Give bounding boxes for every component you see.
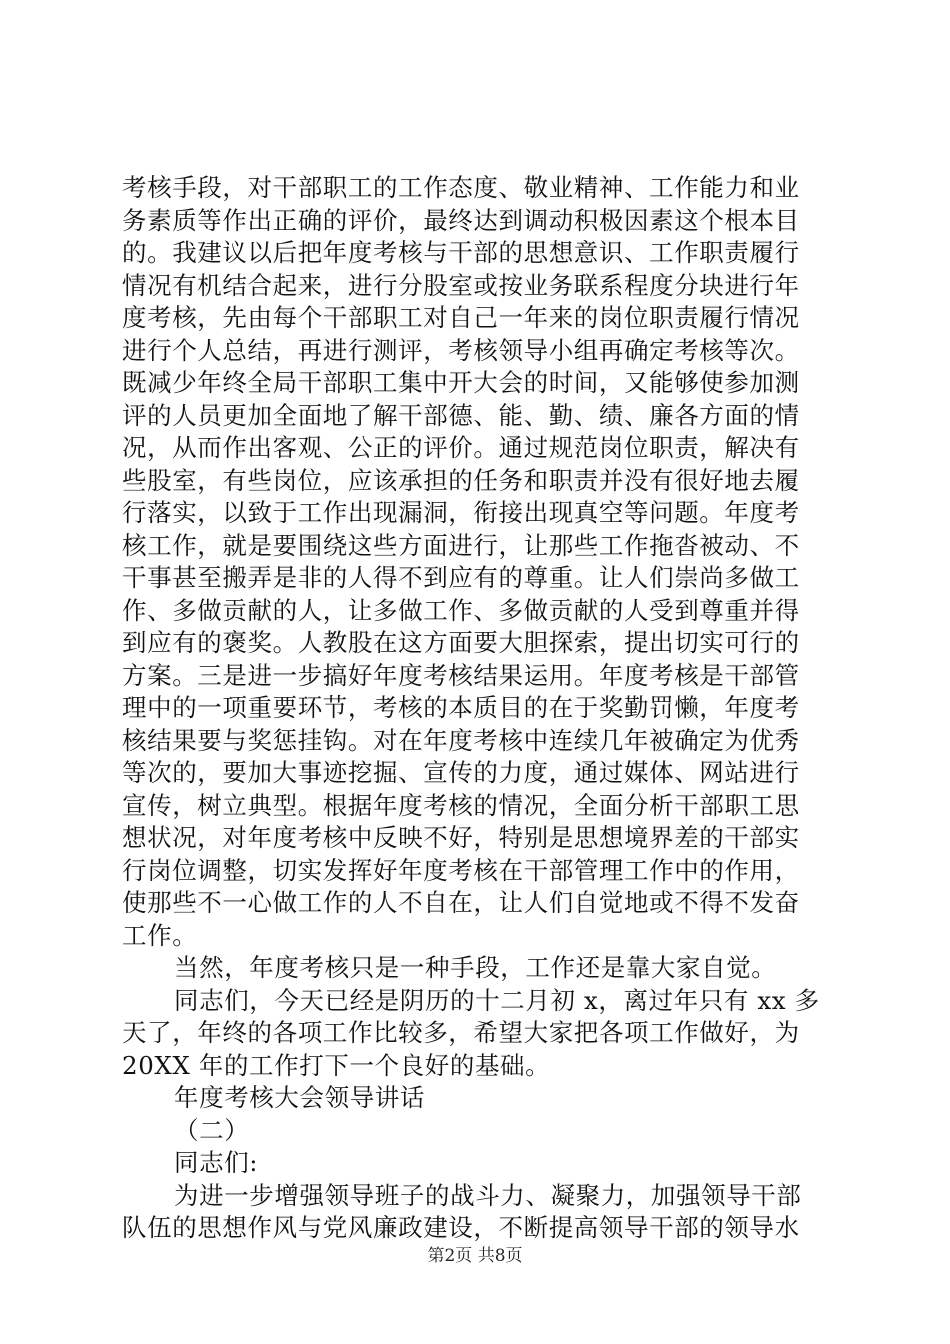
section-title: 年度考核大会领导讲话 — [174, 1083, 425, 1112]
text-line: 干事甚至搬弄是非的人得不到应有的尊重。让人们崇尚多做工 — [122, 563, 800, 592]
text-line: 行岗位调整，切实发挥好年度考核在干部管理工作中的作用， — [122, 855, 800, 885]
text-line: 想状况，对年度考核中反映不好，特别是思想境界差的干部实 — [122, 823, 800, 852]
section-number: （二） — [174, 1115, 250, 1145]
text-line: 天了，年终的各项工作比较多，希望大家把各项工作做好，为 — [122, 1018, 800, 1047]
salutation: 同志们: — [174, 1148, 259, 1177]
text-line: 核结果要与奖惩挂钩。对在年度考核中连续几年被确定为优秀 — [122, 725, 800, 755]
text-line: 作、多做贡献的人，让多做工作、多做贡献的人受到尊重并得 — [122, 595, 800, 625]
text-line: 20XX 年的工作打下一个良好的基础。 — [122, 1050, 551, 1080]
paragraph-start: 当然，年度考核只是一种手段，工作还是靠大家自觉。 — [174, 953, 777, 982]
page-number: 第2页 共8页 — [427, 1246, 523, 1266]
text-line: 既减少年终全局干部职工集中开大会的时间，又能够使参加测 — [122, 368, 800, 397]
text-line: 使那些不一心做工作的人不自在，让人们自觉地或不得不发奋 — [122, 888, 800, 917]
text-line: 考核手段，对干部职工的工作态度、敬业精神、工作能力和业 — [122, 173, 800, 202]
text-line: 到应有的褒奖。人教股在这方面要大胆探索，提出切实可行的 — [122, 628, 800, 657]
text-line: 些股室，有些岗位，应该承担的任务和职责并没有很好地去履 — [122, 465, 800, 495]
text-line: 情况有机结合起来，进行分股室或按业务联系程度分块进行年 — [122, 270, 800, 300]
text-line: 队伍的思想作风与党风廉政建设，不断提高领导干部的领导水 — [122, 1213, 800, 1242]
text-line: 度考核，先由每个干部职工对自己一年来的岗位职责履行情况 — [122, 303, 800, 332]
text-line: 行落实，以致于工作出现漏洞，衔接出现真空等问题。年度考 — [122, 498, 800, 527]
document-body — [122, 172, 832, 1245]
text-line: 工作。 — [122, 920, 198, 950]
text-line: 务素质等作出正确的评价，最终达到调动积极因素这个根本目 — [122, 205, 800, 235]
text-line: 的。我建议以后把年度考核与干部的思想意识、工作职责履行 — [122, 238, 800, 267]
text-line: 宣传，树立典型。根据年度考核的情况，全面分析干部职工思 — [122, 790, 800, 820]
text-line: 理中的一项重要环节，考核的本质目的在于奖勤罚懒，年度考 — [122, 693, 800, 722]
text-line: 方案。三是进一步搞好年度考核结果运用。年度考核是干部管 — [122, 660, 800, 690]
text-line: 况，从而作出客观、公正的评价。通过规范岗位职责，解决有 — [122, 433, 800, 462]
text-line: 评的人员更加全面地了解干部德、能、勤、绩、廉各方面的情 — [122, 400, 800, 430]
text-line: 等次的，要加大事迹挖掘、宣传的力度，通过媒体、网站进行 — [122, 758, 800, 787]
text-line: 核工作，就是要围绕这些方面进行，让那些工作拖沓被动、不 — [122, 530, 800, 560]
paragraph-start: 同志们，今天已经是阴历的十二月初 x，离过年只有 xx 多 — [174, 985, 820, 1015]
text-line: 进行个人总结，再进行测评，考核领导小组再确定考核等次。 — [122, 335, 800, 365]
paragraph-start: 为进一步增强领导班子的战斗力、凝聚力，加强领导干部 — [174, 1180, 802, 1210]
